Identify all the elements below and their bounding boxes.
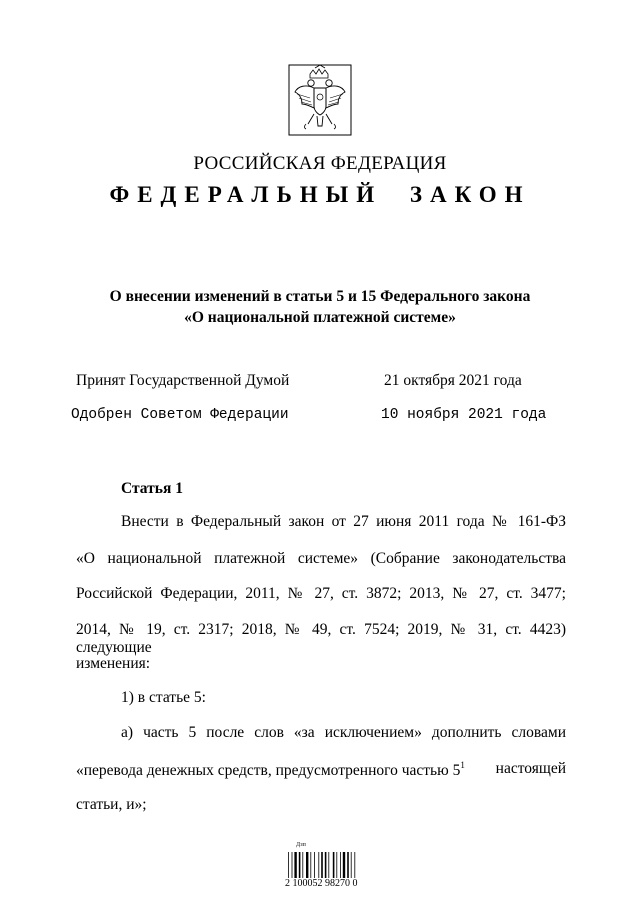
article-heading: Статья 1 <box>121 480 183 497</box>
para1-line-5: изменения: <box>76 655 151 672</box>
para1-line-1: Внести в Федеральный закон от 27 июня 2011 года № 161-ФЗ <box>121 513 566 530</box>
item-1: 1) в статье 5: <box>121 689 206 706</box>
law-subject <box>0 286 640 328</box>
item-1a-line-2-end: настоящей <box>495 760 566 777</box>
superscript-one: 1 <box>460 760 465 770</box>
item-1a-line-2 <box>76 760 566 780</box>
para1-line-2: «О национальной платежной системе» (Собрание законодательства <box>76 550 566 567</box>
law-title: ФЕДЕРАЛЬНЫЙ ЗАКОН <box>109 182 531 207</box>
item-1a-line-3: статьи, и»; <box>76 796 147 813</box>
duma-adoption-label: Принят Государственной Думой <box>76 372 290 389</box>
barcode-number: 2 100052 98270 0 <box>285 878 358 889</box>
para1-line-4: 2014, № 19, ст. 2317; 2018, № 49, ст. 7524; 2019, № 31, ст. 4423) следующие <box>76 621 566 656</box>
para1-line-3: Российской Федерации, 2011, № 27, ст. 3872; 2013, № 27, ст. 3477; <box>76 585 566 602</box>
item-1a-line-1: а) часть 5 после слов «за исключением» дополнить словами <box>121 724 566 741</box>
council-approval-label: Одобрен Советом Федерации <box>71 407 289 423</box>
law-subject-line-2: «О национальной платежной системе» <box>184 309 456 326</box>
barcode <box>286 842 360 898</box>
item-1a-line-2-text: «перевода денежных средств, предусмотренного частью 5 <box>76 762 461 779</box>
council-approval-date: 10 ноября 2021 года <box>381 407 547 423</box>
duma-adoption-date: 21 октября 2021 года <box>384 372 522 389</box>
barcode-top-label: Дзп <box>296 842 306 848</box>
country-heading: РОССИЙСКАЯ ФЕДЕРАЦИЯ <box>193 153 447 174</box>
law-subject-line-1: О внесении изменений в статьи 5 и 15 Федерального закона <box>109 288 531 305</box>
coat-of-arms-emblem <box>288 64 352 136</box>
